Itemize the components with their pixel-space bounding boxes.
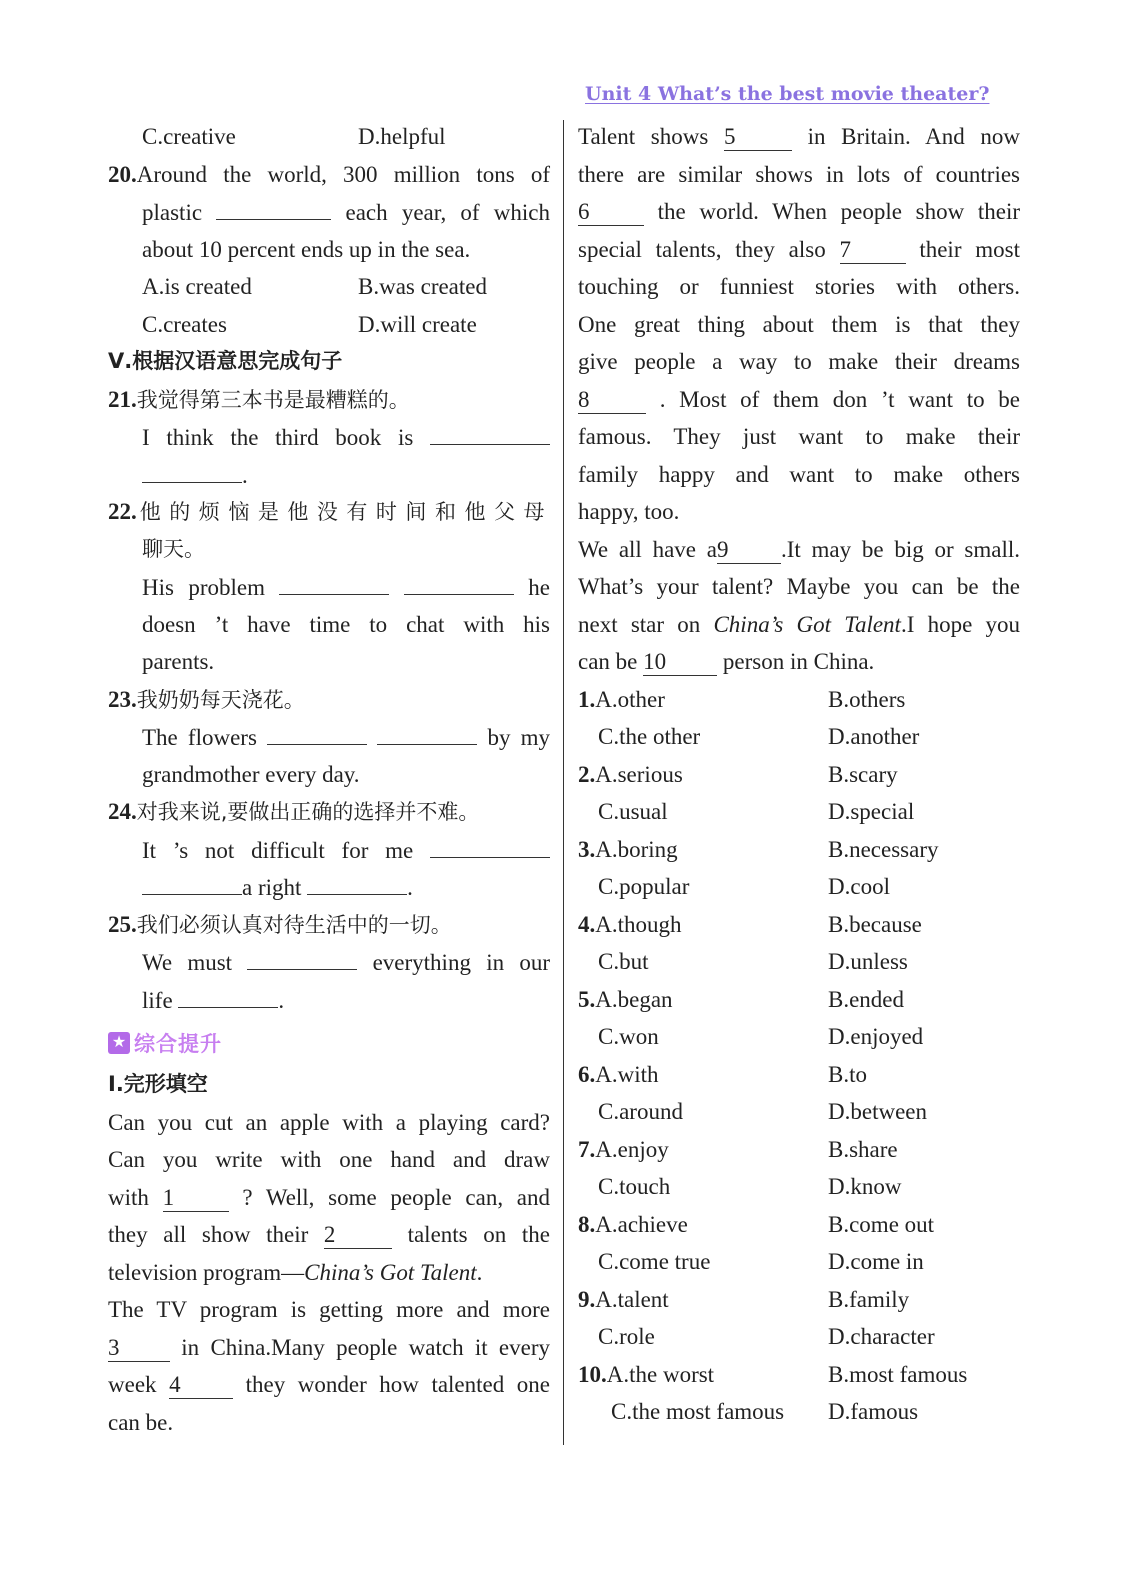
passage-line: [578, 118, 1020, 156]
option-a: 1.A.other: [578, 686, 665, 712]
cloze-blank-8[interactable]: 8: [578, 387, 646, 414]
chinese-prompt: 我们必须认真对待生活中的一切。: [136, 912, 452, 937]
option-b: B.necessary: [828, 836, 939, 862]
answer-blank[interactable]: [267, 718, 367, 745]
text: .I hope you: [900, 611, 1021, 637]
passage-line: Can you cut an apple with a playing card?: [108, 1109, 550, 1135]
option-d: D.between: [828, 1099, 927, 1124]
question-number: 23.: [108, 686, 137, 712]
question-number: 22.: [108, 499, 137, 524]
section-banner: [108, 1020, 550, 1066]
text: We all have a: [578, 536, 717, 562]
answer-blank[interactable]: [216, 193, 331, 220]
answer-blank[interactable]: [377, 718, 477, 745]
option-row: [578, 1056, 1020, 1094]
option-row: [578, 1243, 1020, 1281]
q21-en1: [108, 418, 550, 456]
passage-line: [578, 231, 1020, 269]
q22-cn1: [108, 493, 550, 531]
passage-line: One great thing about them is that they: [578, 311, 1020, 337]
option-row: [578, 1393, 1020, 1431]
option-row: [578, 943, 1020, 981]
option-b: B.family: [828, 1286, 910, 1312]
section-1-heading: Ⅰ.完形填空: [108, 1072, 208, 1096]
chinese-prompt: 我奶奶每天浇花。: [136, 687, 305, 712]
q22-en3: parents.: [142, 649, 215, 674]
option-d: D.unless: [828, 949, 908, 974]
option-row: [578, 868, 1020, 906]
option-a: 7.A.enjoy: [578, 1136, 669, 1162]
question-number: 6.: [578, 1061, 596, 1087]
option-c: C.creative: [142, 124, 236, 149]
option-c: C.role: [598, 1324, 655, 1349]
text: Talent shows: [578, 124, 709, 149]
answer-blank[interactable]: [307, 868, 407, 895]
program-title: China’s Got Talent: [713, 611, 901, 637]
passage-line: [108, 1254, 550, 1292]
option-d: D.know: [828, 1174, 902, 1199]
question-number: 10.: [578, 1361, 607, 1387]
passage-line: Can you write with one hand and draw: [108, 1147, 550, 1172]
q25-en1: [108, 943, 550, 981]
option-row: [578, 756, 1020, 794]
text: they all show their: [108, 1222, 309, 1247]
option-d: D.cool: [828, 874, 890, 899]
text: I think the third book is: [142, 425, 414, 450]
option-d: D.come in: [828, 1249, 924, 1274]
passage-line: give people a way to make their dreams: [578, 349, 1020, 374]
option-c: C.won: [598, 1024, 659, 1049]
q23-en2: grandmother every day.: [142, 761, 360, 787]
text: .: [476, 1259, 483, 1285]
option-row: [578, 906, 1020, 944]
q20-options-ab: [108, 268, 550, 306]
star-icon: ★: [108, 1032, 130, 1054]
option-d: D.another: [828, 724, 920, 749]
option-c: C.creates: [142, 311, 227, 337]
option-b: B.most famous: [828, 1361, 968, 1387]
question-number: 7.: [578, 1136, 596, 1162]
option-row: [578, 1093, 1020, 1131]
option-b: B.share: [828, 1136, 898, 1162]
passage-line: [108, 1366, 550, 1404]
option-row: [578, 1168, 1020, 1206]
text: We must: [142, 950, 233, 975]
q22-en1: [108, 568, 550, 606]
answer-blank[interactable]: [142, 868, 242, 895]
text: .: [407, 875, 413, 900]
text: special talents, they also: [578, 236, 826, 262]
text: . Most of them don ’t want to be: [659, 386, 1021, 412]
passage-line: touching or funniest stories with others.: [578, 274, 1020, 299]
option-row: [578, 1281, 1020, 1319]
option-c: C.the other: [598, 724, 701, 749]
text: everything in our: [372, 950, 551, 975]
section-5-heading: Ⅴ.根据汉语意思完成句子: [108, 349, 343, 373]
passage-line: [578, 531, 1020, 569]
q22-en2: doesn ’t have time to chat with his: [142, 611, 550, 637]
answer-blank[interactable]: [178, 981, 278, 1008]
passage-line: The TV program is getting more and more: [108, 1297, 550, 1322]
q19-options: [108, 118, 550, 156]
option-b: B.scary: [828, 761, 898, 787]
text: person in China.: [722, 649, 875, 674]
text: in Britain. And now: [807, 124, 1021, 149]
option-b: B.to: [828, 1061, 867, 1087]
answer-blank[interactable]: [279, 568, 389, 595]
option-b: B.others: [828, 686, 906, 712]
question-number: 21.: [108, 386, 137, 412]
q23-en1: [108, 718, 550, 756]
chinese-prompt: 对我来说,要做出正确的选择并不难。: [136, 800, 480, 824]
text: .: [278, 987, 285, 1013]
passage-line: famous. They just want to make their: [578, 424, 1020, 449]
option-b: B.come out: [828, 1211, 935, 1237]
text: can be: [578, 649, 638, 674]
option-a: 10.A.the worst: [578, 1361, 715, 1387]
passage-line: happy, too.: [578, 499, 680, 524]
option-a: A.is created: [142, 274, 252, 299]
option-d: D.helpful: [358, 124, 446, 149]
q24-en1: [108, 831, 550, 869]
passage-line: family happy and want to make others: [578, 461, 1020, 487]
chinese-prompt: 他的烦恼是他没有时间和他父母: [136, 500, 550, 524]
cloze-options: [578, 681, 1020, 1431]
option-row: [578, 981, 1020, 1019]
q23-cn: [108, 681, 550, 719]
cloze-blank-3[interactable]: 3: [108, 1335, 170, 1362]
option-row: [578, 1356, 1020, 1394]
q22-cn2: 聊天。: [142, 536, 205, 561]
cloze-blank-10[interactable]: 10: [643, 649, 717, 676]
option-a: 9.A.talent: [578, 1286, 669, 1312]
text: His problem: [142, 575, 266, 600]
banner-title: 综合提升: [134, 1032, 222, 1056]
q25-en2: [108, 981, 550, 1019]
text: each year, of which: [345, 200, 551, 225]
option-d: D.famous: [828, 1399, 919, 1424]
option-c: C.touch: [598, 1174, 671, 1199]
text: their most: [919, 236, 1021, 262]
text: It ’s not difficult for me: [142, 837, 414, 863]
passage-line: there are similar shows in lots of countries: [578, 161, 1020, 187]
q21-en2: [108, 456, 550, 494]
cloze-blank-1[interactable]: 1: [163, 1185, 229, 1212]
option-d: D.character: [828, 1324, 935, 1349]
passage-line: [108, 1216, 550, 1254]
option-a: 5.A.began: [578, 986, 673, 1012]
passage-line: [578, 381, 1020, 419]
text: The flowers: [142, 725, 257, 750]
answer-blank[interactable]: [404, 568, 514, 595]
text: talents on the: [407, 1222, 551, 1247]
passage-line: [578, 643, 1020, 681]
question-number: 4.: [578, 911, 596, 937]
right-column: [578, 118, 1020, 1431]
unit-header: Unit 4 What’s the best movie theater?: [585, 83, 990, 105]
text: they wonder how talented one: [245, 1372, 550, 1397]
cloze-blank-6[interactable]: 6: [578, 199, 644, 226]
text: by my: [487, 725, 550, 750]
question-number: 20.: [108, 161, 137, 187]
option-c: C.around: [598, 1099, 683, 1124]
q20-line2: [108, 193, 550, 231]
cloze-blank-9[interactable]: 9: [717, 537, 781, 564]
cloze-blank-2[interactable]: 2: [324, 1222, 392, 1249]
passage-line: [578, 606, 1020, 644]
text: with: [108, 1184, 149, 1210]
question-number: 5.: [578, 986, 596, 1012]
q24-en2: [108, 868, 550, 906]
question-number: 9.: [578, 1286, 596, 1312]
question-text: Around the world, 300 million tons of: [136, 161, 550, 187]
text: ? Well, some people can, and: [242, 1184, 551, 1210]
option-row: [578, 1206, 1020, 1244]
text: .: [242, 462, 248, 488]
program-title: China’s Got Talent: [304, 1259, 477, 1285]
answer-blank[interactable]: [430, 831, 550, 858]
option-a: 2.A.serious: [578, 761, 683, 787]
option-c: C.usual: [598, 799, 668, 824]
q20-options-cd: [108, 306, 550, 344]
question-number: 25.: [108, 911, 137, 937]
passage-line: [108, 1179, 550, 1217]
answer-blank[interactable]: [247, 943, 357, 970]
left-column: [108, 118, 550, 1441]
option-c: C.come true: [598, 1249, 711, 1274]
cloze-blank-7[interactable]: 7: [840, 237, 906, 264]
cloze-blank-4[interactable]: 4: [169, 1372, 233, 1399]
text: life: [142, 987, 173, 1013]
passage-line: can be.: [108, 1409, 174, 1435]
question-number: 2.: [578, 761, 596, 787]
option-c: C.popular: [598, 874, 690, 899]
question-number: 8.: [578, 1211, 596, 1237]
option-row: [578, 1318, 1020, 1356]
question-number: 24.: [108, 799, 137, 824]
answer-blank[interactable]: [430, 418, 550, 445]
question-number: 3.: [578, 836, 596, 862]
q21-cn: [108, 381, 550, 419]
option-a: 8.A.achieve: [578, 1211, 688, 1237]
option-c: C.the most famous: [611, 1399, 785, 1424]
text: next star on: [578, 611, 714, 637]
option-b: B.was created: [358, 274, 487, 299]
text: the world. When people show their: [657, 199, 1021, 224]
q20-line1: [108, 156, 550, 194]
option-row: [578, 718, 1020, 756]
q20-line3: about 10 percent ends up in the sea.: [142, 236, 471, 262]
option-d: D.enjoyed: [828, 1024, 924, 1049]
option-row: [578, 1018, 1020, 1056]
option-row: [578, 831, 1020, 869]
passage-line: [578, 193, 1020, 231]
text: plastic: [142, 200, 203, 225]
option-c: C.but: [598, 949, 649, 974]
question-number: 1.: [578, 686, 596, 712]
option-a: 6.A.with: [578, 1061, 659, 1087]
text: .It may be big or small.: [780, 536, 1020, 562]
answer-blank[interactable]: [142, 456, 242, 483]
option-row: [578, 681, 1020, 719]
cloze-blank-5[interactable]: 5: [724, 124, 792, 151]
text: television program—: [108, 1259, 305, 1285]
option-a: 3.A.boring: [578, 836, 678, 862]
q25-cn: [108, 906, 550, 944]
option-row: [578, 1131, 1020, 1169]
option-d: D.special: [828, 799, 915, 824]
chinese-prompt: 我觉得第三本书是最糟糕的。: [136, 387, 410, 412]
option-b: B.because: [828, 911, 922, 937]
text: week: [108, 1372, 157, 1397]
option-d: D.will create: [358, 311, 477, 337]
passage-line: What’s your talent? Maybe you can be the: [578, 574, 1020, 599]
option-a: 4.A.though: [578, 911, 682, 937]
option-b: B.ended: [828, 986, 905, 1012]
column-divider: [563, 120, 564, 1445]
passage-line: [108, 1329, 550, 1367]
option-row: [578, 793, 1020, 831]
text: he: [528, 575, 551, 600]
text: in China.Many people watch it every: [181, 1334, 550, 1360]
text: a right: [242, 875, 302, 900]
q24-cn: [108, 793, 550, 831]
